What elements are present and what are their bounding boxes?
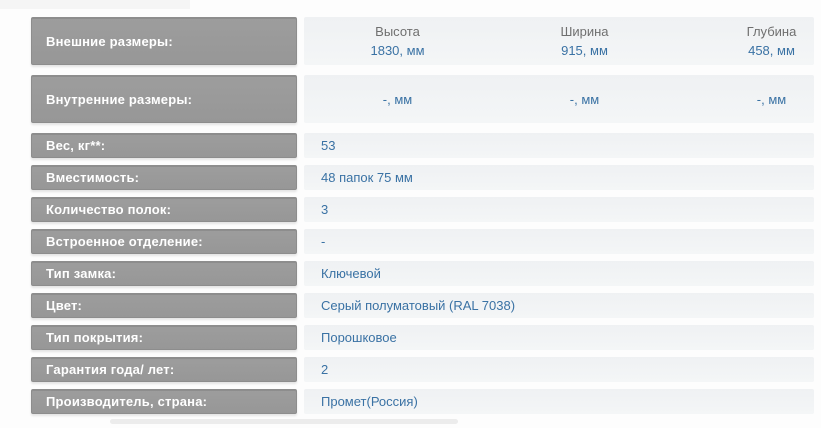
- dimension-column-width: [491, 17, 678, 65]
- dimension-value: 915, мм: [561, 43, 608, 58]
- dimension-column-height: [304, 75, 491, 123]
- row-label: Встроенное отделение:: [31, 229, 297, 254]
- row-label: Тип замка:: [31, 261, 297, 286]
- dimension-value: 1830, мм: [370, 43, 425, 58]
- page-background-artifact: [0, 0, 190, 9]
- inner-dimensions-values: [304, 75, 814, 123]
- table-row-lock-type: [31, 261, 821, 286]
- row-value: Ключевой: [304, 261, 814, 286]
- dimension-header: Высота: [375, 24, 420, 39]
- row-label: Гарантия года/ лет:: [31, 357, 297, 382]
- row-value: Порошковое: [304, 325, 814, 350]
- row-label: Количество полок:: [31, 197, 297, 222]
- table-row-warranty: [31, 357, 821, 382]
- dimension-column-width: [491, 75, 678, 123]
- dimension-column-depth: [678, 75, 814, 123]
- table-row-coating-type: [31, 325, 821, 350]
- dimension-header: Глубина: [746, 24, 797, 39]
- bottom-shadow: [110, 419, 458, 424]
- row-value: 2: [304, 357, 814, 382]
- row-label: Цвет:: [31, 293, 297, 318]
- table-row-capacity: [31, 165, 821, 190]
- spec-rows-container: [0, 17, 821, 421]
- dimension-value: -, мм: [382, 91, 413, 107]
- dimension-column-height: [304, 17, 491, 65]
- table-row-color: [31, 293, 821, 318]
- dimension-column-depth: [678, 17, 814, 65]
- row-label: Тип покрытия:: [31, 325, 297, 350]
- row-label: Внешние размеры:: [31, 17, 297, 65]
- row-value: 48 папок 75 мм: [304, 165, 814, 190]
- row-value: Серый полуматовый (RAL 7038): [304, 293, 814, 318]
- row-label: Вместимость:: [31, 165, 297, 190]
- dimension-value: -, мм: [756, 91, 787, 107]
- dimension-value: 458, мм: [748, 43, 795, 58]
- row-value: 3: [304, 197, 814, 222]
- table-row-shelves: [31, 197, 821, 222]
- row-value: 53: [304, 133, 814, 158]
- dimension-value: -, мм: [569, 91, 600, 107]
- outer-dimensions-values: [304, 17, 814, 65]
- table-row-manufacturer: [31, 389, 821, 414]
- table-row-outer-dimensions: [31, 17, 821, 65]
- row-label: Производитель, страна:: [31, 389, 297, 414]
- row-label: Вес, кг**:: [31, 133, 297, 158]
- table-row-weight: [31, 133, 821, 158]
- dimension-header: Ширина: [560, 24, 609, 39]
- row-value: -: [304, 229, 814, 254]
- table-row-builtin-compartment: [31, 229, 821, 254]
- row-label: Внутренние размеры:: [31, 75, 297, 123]
- table-row-inner-dimensions: [31, 75, 821, 123]
- row-value: Промет(Россия): [304, 389, 814, 414]
